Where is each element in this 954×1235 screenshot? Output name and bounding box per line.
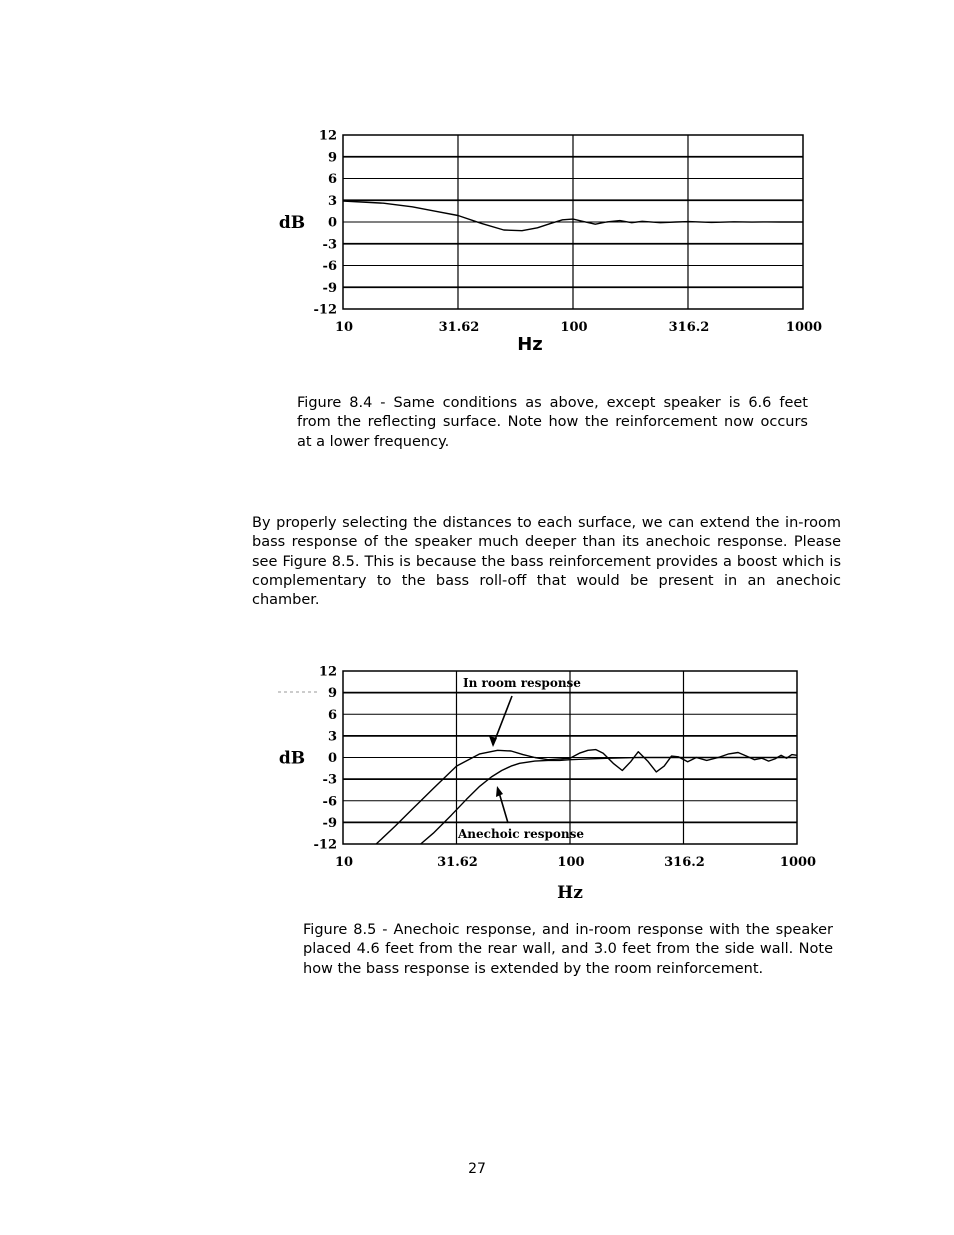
x-tick-label: 1000 xyxy=(779,855,817,870)
y-tick-label: 3 xyxy=(327,729,337,745)
annotation-arrow xyxy=(493,696,512,745)
y-tick-label: -9 xyxy=(322,815,337,831)
annotation-arrowhead xyxy=(496,786,503,797)
x-tick-label: 10 xyxy=(334,855,354,870)
y-axis-label: dB xyxy=(278,213,306,233)
x-tick-label: 10 xyxy=(334,320,354,335)
x-tick-label: 31.62 xyxy=(437,855,478,870)
y-tick-label: -6 xyxy=(322,794,337,810)
y-tick-label: 0 xyxy=(327,215,337,231)
x-tick-label: 31.62 xyxy=(438,320,480,335)
y-tick-label: 3 xyxy=(327,193,337,209)
x-tick-label: 316.2 xyxy=(664,855,705,870)
x-tick-label: 100 xyxy=(560,320,588,335)
y-tick-label: -12 xyxy=(313,837,337,853)
anechoic-response-annotation: Anechoic response xyxy=(458,827,584,841)
y-axis-label: dB xyxy=(278,748,306,769)
y-tick-label: 6 xyxy=(327,172,337,187)
x-tick-label: 316.2 xyxy=(668,320,710,335)
in-room-response-annotation: In room response xyxy=(463,676,581,690)
y-tick-label: -9 xyxy=(322,280,337,296)
x-tick-label: 1000 xyxy=(785,320,823,335)
x-axis-label: Hz xyxy=(517,334,543,355)
y-tick-label: 12 xyxy=(318,664,337,680)
body-paragraph: By properly selecting the distances to each surface, we can extend the in-room bass response of the speaker much deeper than its anechoic response. Please see Figure 8.5. This is because the bass reinforcement provides a boost which is complementary to the bass roll-off that would be present in an anechoic chamber. xyxy=(252,515,841,609)
page-number: 27 xyxy=(468,1161,486,1177)
figure-8-4-caption: Figure 8.4 - Same conditions as above, except speaker is 6.6 feet from the reflecting surface. Note how the reinforcement now occurs at a lower frequency. xyxy=(297,395,808,450)
in-room-response-line xyxy=(376,750,797,844)
y-tick-label: 9 xyxy=(327,150,337,166)
y-tick-label: -6 xyxy=(322,259,337,274)
x-axis-label: Hz xyxy=(557,883,583,903)
x-tick-label: 100 xyxy=(557,855,585,870)
y-tick-label: 0 xyxy=(327,751,337,766)
figure-8-5-caption: Figure 8.5 - Anechoic response, and in-room response with the speaker placed 4.6 feet from the rear wall, and 3.0 feet from the side wall. Note how the bass response is extended by the room reinforcement. xyxy=(303,922,833,977)
y-tick-label: 6 xyxy=(327,707,337,723)
y-tick-label: -12 xyxy=(313,302,337,318)
y-tick-label: -3 xyxy=(322,237,337,253)
y-tick-label: 12 xyxy=(318,128,337,144)
y-tick-label: -3 xyxy=(322,772,337,788)
y-tick-label: 9 xyxy=(327,686,337,702)
